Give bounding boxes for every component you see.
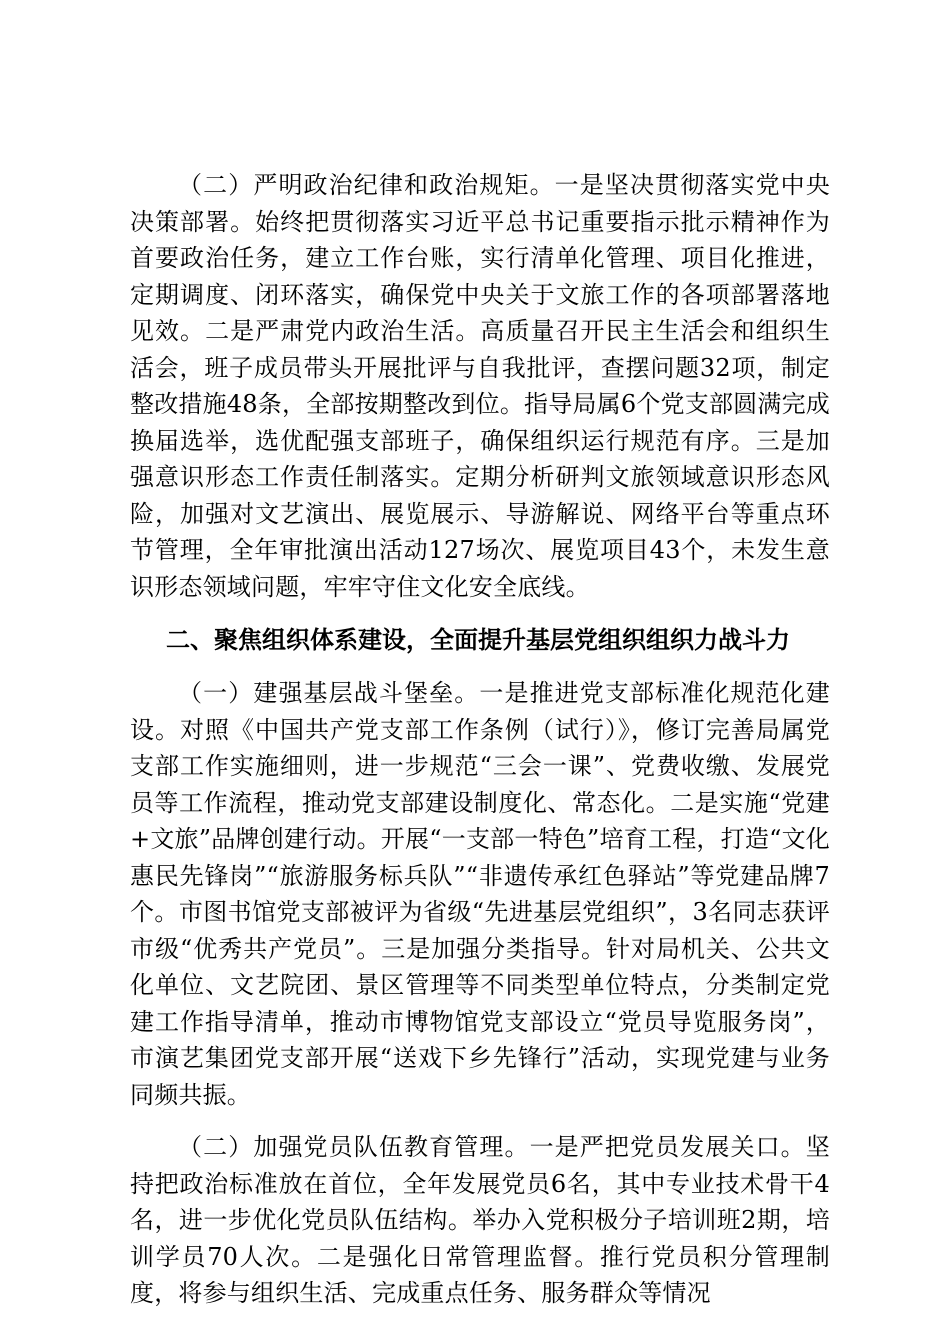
paragraph-political-discipline: （二）严明政治纪律和政治规矩。一是坚决贯彻落实党中央决策部署。始终把贯彻落实习近平总书记重要指示批示精神作为首要政治任务，建立工作台账，实行清单化管理、项目化推进，定期调度、闭环落实，确保党中央关于文旅工作的各项部署落地见效。二是严肃党内政治生活。高质量召开民主生活会和组织生活会，班子成员带头开展批评与自我批评，查摆问题32项，制定整改措施48条，全部按期整改到位。指导局属6个党支部圆满完成换届选举，选优配强支部班子，确保组织运行规范有序。三是加强意识形态工作责任制落实。定期分析研判文旅领域意识形态风险，加强对文艺演出、展览展示、导游解说、网络平台等重点环节管理，全年审批演出活动127场次、展览项目43个，未发生意识形态领域问题，牢牢守住文化安全底线。: [130, 171, 830, 601]
paragraph-grassroots-fortress: （一）建强基层战斗堡垒。一是推进党支部标准化规范化建设。对照《中国共产党支部工作条例（试行）》，修订完善局属党支部工作实施细则，进一步规范“三会一课”、党费收缴、发展党员等工作流程，推动党支部建设制度化、常态化。二是实施“党建+文旅”品牌创建行动。开展“一支部一特色”培育工程，打造“文化惠民先锋岗”“旅游服务标兵队”“非遗传承红色驿站”等党建品牌7个。市图书馆党支部被评为省级“先进基层党组织”，3名同志获评市级“优秀共产党员”。三是加强分类指导。针对局机关、公共文化单位、文艺院团、景区管理等不同类型单位特点，分类制定党建工作指导清单，推动市博物馆党支部设立“党员导览服务岗”，市演艺集团党支部开展“送戏下乡先锋行”活动，实现党建与业务同频共振。: [130, 679, 830, 1109]
paragraph-spacer: [130, 605, 830, 622]
section-heading-organization-building: 二、聚焦组织体系建设，全面提升基层党组织组织力战斗力: [166, 626, 790, 654]
document-body: [130, 167, 830, 1312]
paragraph-member-management: （二）加强党员队伍教育管理。一是严把党员发展关口。坚持把政治标准放在首位，全年发展党员6名，其中专业技术骨干4名，进一步优化党员队伍结构。举办入党积极分子培训班2期，培训学员70人次。二是强化日常管理监督。推行党员积分管理制度，将参与组织生活、完成重点任务、服务群众等情况: [130, 1133, 830, 1307]
paragraph-spacer: [130, 1113, 830, 1129]
paragraph-spacer: [130, 658, 830, 675]
